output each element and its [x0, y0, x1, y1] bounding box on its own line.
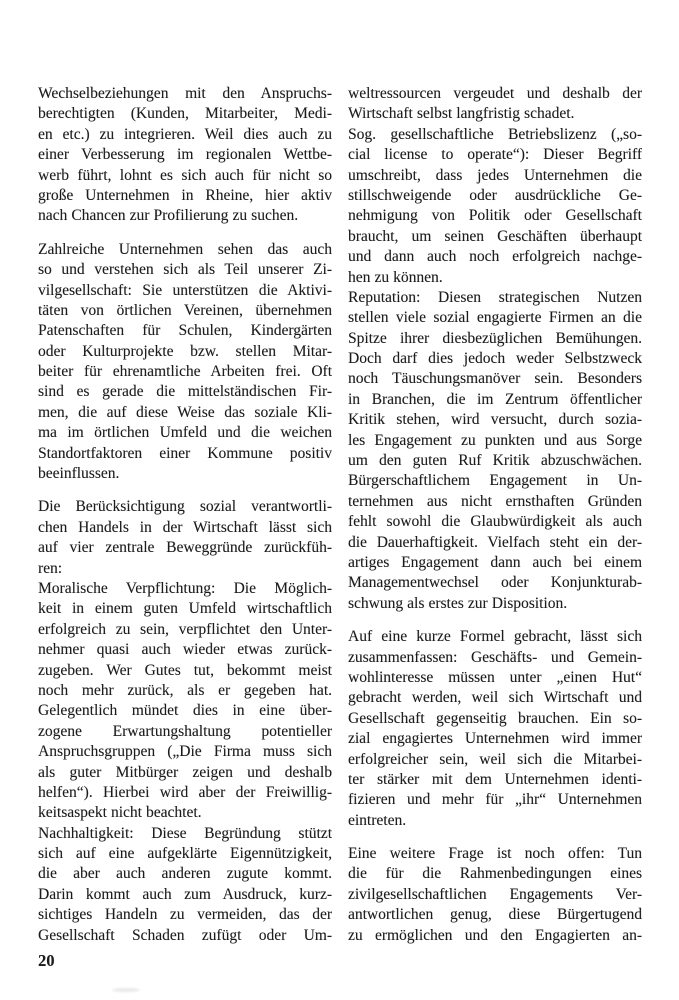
text-line: sind es gerade die mittelständischen Fir- — [38, 383, 332, 401]
text-line: Managementwechsel oder Konjunkturab- — [348, 574, 642, 592]
text-line: Wechselbeziehungen mit den Anspruchs- — [38, 85, 332, 102]
text-line: antwortlichen genug, diese Bürgertugend — [348, 906, 642, 924]
text-line: men, die auf diese Weise das soziale Kli- — [38, 403, 332, 421]
text-line: zu ermöglichen und den Engagierten an- — [348, 926, 642, 944]
text-line: ren: — [38, 559, 63, 577]
text-line: Zahlreiche Unternehmen sehen das auch — [38, 240, 332, 258]
text-line: oder Kulturprojekte bzw. stellen Mitar- — [38, 342, 332, 360]
text-line: Bürgerschaftlichem Engagement in Un- — [348, 472, 642, 490]
text-line: fehlt sowohl die Glaubwürdigkeit als auch — [348, 513, 642, 531]
paragraph — [348, 125, 642, 288]
paragraph — [38, 240, 332, 485]
text-line: chen Handels in der Wirtschaft lässt sich — [38, 518, 332, 536]
text-line: berechtigten (Kunden, Mitarbeiter, Medi- — [38, 105, 332, 123]
text-line: Gelegentlich mündet dies in eine über- — [38, 702, 332, 720]
text-line: ter stärker mit dem Unternehmen identi- — [348, 770, 642, 788]
text-line: keit in einem guten Umfeld wirtschaftlich — [38, 600, 332, 618]
paragraph — [348, 844, 642, 946]
text-line: die für die Rahmenbedingungen eines — [348, 865, 642, 883]
scan-artifact — [112, 988, 140, 992]
text-line: Gesellschaft Schaden zufügt oder Um- — [38, 926, 332, 944]
right-column — [348, 84, 642, 946]
text-line: artiges Engagement dann auch bei einem — [348, 553, 642, 571]
text-line: beeinflussen. — [38, 465, 120, 483]
text-line: zivilgesellschaftlichen Engagements Ver- — [348, 885, 642, 903]
text-columns — [38, 84, 642, 946]
text-line: werb führt, lohnt es sich auch für nicht so — [38, 166, 332, 184]
text-line: umschreibt, dass jedes Unternehmen die — [348, 166, 642, 184]
text-line: sich auf eine aufgeklärte Eigennützigkeit, — [38, 845, 332, 863]
text-line: braucht, um seinen Geschäften überhaupt — [348, 227, 642, 245]
text-line: eintreten. — [348, 811, 407, 829]
text-line: vilgesellschaft: Sie unterstützen die Aktivi- — [38, 281, 332, 299]
text-line: die Dauerhaftigkeit. Vielfach steht ein der- — [348, 533, 642, 551]
text-line: täten von örtlichen Vereinen, übernehmen — [38, 301, 332, 319]
text-line: erfolgreicher sein, weil sich die Mitarbei- — [348, 750, 642, 768]
text-line: nehmer quasi auch wieder etwas zurück- — [38, 641, 332, 659]
text-line: Sog. gesellschaftliche Betriebslizenz („so- — [348, 125, 642, 143]
text-line: große Unternehmen in Rheine, hier aktiv — [38, 186, 332, 204]
text-line: erfolgreich zu sein, verpflichtet den Unter- — [38, 620, 332, 638]
text-line: zogene Erwartungshaltung potentieller — [38, 722, 332, 740]
text-line: zial engagiertes Unternehmen wird immer — [348, 730, 642, 748]
text-line: beiter für ehrenamtliche Arbeiten frei. Oft — [38, 363, 332, 381]
text-line: so und verstehen sich als Teil unserer Zi- — [38, 261, 332, 279]
text-line: stellen viele sozial engagierte Firmen an die — [348, 309, 642, 327]
text-line: als guter Mitbürger zeigen und deshalb — [38, 763, 332, 781]
text-line: helfen“). Hierbei wird aber der Freiwillig- — [38, 783, 332, 801]
paragraph — [38, 579, 332, 824]
text-line: ternehmen aus nicht ernsthaften Gründen — [348, 492, 642, 510]
paragraph — [38, 497, 332, 579]
text-line: Patenschaften für Schulen, Kindergärten — [38, 322, 332, 340]
left-column — [38, 84, 332, 946]
text-line: Wirtschaft selbst langfristig schadet. — [348, 105, 575, 123]
text-line: keitsaspekt nicht beachtet. — [38, 804, 202, 822]
paragraph — [348, 288, 642, 614]
text-line: hen zu können. — [348, 268, 443, 286]
text-line: les Engagement zu punkten und aus Sorge — [348, 431, 642, 449]
text-line: zusammenfassen: Geschäfts- und Gemein- — [348, 648, 642, 666]
text-line: Kritik stehen, wird versucht, durch sozia- — [348, 411, 642, 429]
text-line: einer Verbesserung im regionalen Wettbe- — [38, 146, 332, 164]
text-line: en etc.) zu integrieren. Weil dies auch zu — [38, 125, 332, 143]
text-line: Die Berücksichtigung sozial verantwortli- — [38, 498, 332, 516]
paragraph — [348, 84, 642, 125]
text-line: Reputation: Diesen strategischen Nutzen — [348, 288, 642, 306]
page-number: 20 — [38, 951, 55, 970]
text-line: wohlinteresse müssen unter „einen Hut“ — [348, 668, 642, 686]
paragraph — [38, 84, 332, 227]
text-line: zugeben. Wer Gutes tut, bekommt meist — [38, 661, 332, 679]
text-line: Moralische Verpflichtung: Die Möglich- — [38, 579, 332, 597]
text-line: cial license to operate“): Dieser Begriff — [348, 146, 642, 164]
text-line: Gesellschaft gegenseitig brauchen. Ein so- — [348, 709, 642, 727]
text-line: schwung als erstes zur Disposition. — [348, 594, 568, 612]
text-line: Spitze ihrer diesbezüglichen Bemühungen. — [348, 329, 642, 347]
text-line: ma im örtlichen Umfeld und die weichen — [38, 424, 332, 442]
text-line: nehmigung von Politik oder Gesellschaft — [348, 207, 642, 225]
paragraph — [38, 824, 332, 946]
text-line: sichtiges Handeln zu vermeiden, das der — [38, 906, 332, 924]
text-line: Standortfaktoren einer Kommune positiv — [38, 444, 332, 462]
text-line: um den guten Ruf Kritik abzuschwächen. — [348, 452, 642, 470]
text-line: auf vier zentrale Beweggründe zurückfüh- — [38, 539, 332, 557]
text-line: weltressourcen vergeudet und deshalb der — [348, 85, 642, 102]
text-line: stillschweigende oder ausdrückliche Ge- — [348, 186, 642, 204]
text-line: noch Täuschungsmanöver sein. Besonders — [348, 370, 642, 388]
text-line: fizieren und mehr für „ihr“ Unternehmen — [348, 791, 642, 809]
text-line: Anspruchsgruppen („Die Firma muss sich — [38, 743, 332, 761]
text-line: Eine weitere Frage ist noch offen: Tun — [348, 845, 642, 863]
paragraph — [348, 627, 642, 831]
text-line: Auf eine kurze Formel gebracht, lässt sich — [348, 628, 642, 646]
text-line: und dann auch noch erfolgreich nachge- — [348, 248, 642, 266]
text-line: Doch darf dies jedoch weder Selbstzweck — [348, 350, 642, 368]
text-line: Darin kommt auch zum Ausdruck, kurz- — [38, 885, 332, 903]
text-line: nach Chancen zur Profilierung zu suchen. — [38, 207, 299, 225]
text-line: die aber auch anderen zugute kommt. — [38, 865, 332, 883]
text-line: Nachhaltigkeit: Diese Begründung stützt — [38, 824, 332, 842]
text-line: in Branchen, die im Zentrum öffentlicher — [348, 390, 642, 408]
text-line: gebracht werden, weil sich Wirtschaft und — [348, 689, 642, 707]
text-line: noch mehr zurück, als er gegeben hat. — [38, 681, 332, 699]
